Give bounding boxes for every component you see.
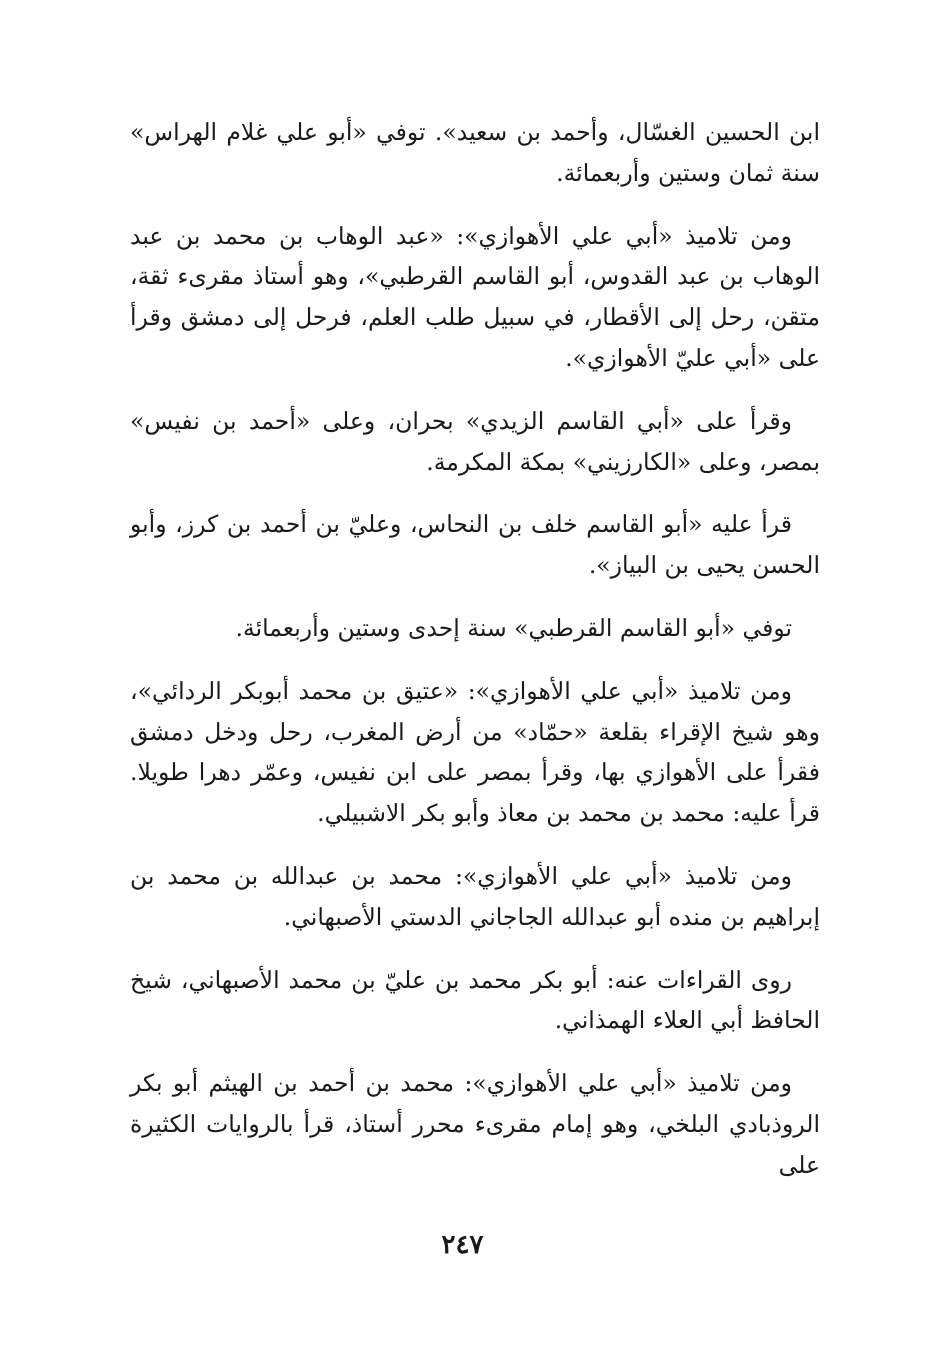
page-number: ٢٤٧ [441,1230,484,1260]
paragraph-3: وقرأ على «أبي القاسم الزيدي» بحران، وعلى «أحمد بن نفيس» بمصر، وعلى «الكارزيني» بمكة المكرمة. [130,406,820,476]
paragraph-5: توفي «أبو القاسم القرطبي» سنة إحدى وستين وأربعمائة. [235,613,792,642]
paragraph-4: قرأ عليه «أبو القاسم خلف بن النحاس، وعليّ بن أحمد بن كرز، وأبو الحسن يحيى بن البياز». [130,510,820,580]
paragraph-2: ومن تلاميذ «أبي علي الأهوازي»: «عبد الوهاب بن محمد بن عبد الوهاب بن عبد القدوس، أبو القاسم القرطبي»، وهو أستاذ مقرىء ثقة، متقن، رحل إلى الأقطار، في سبيل طلب العلم، فرحل إلى دمشق وقرأ على «أبي عليّ الأهوازي». [130,221,820,372]
paragraph-1: ابن الحسين الغسّال، وأحمد بن سعيد». توفي «أبو علي غلام الهراس» سنة ثمان وستين وأربعمائة. [130,118,820,187]
paragraph-6: ومن تلاميذ «أبي علي الأهوازي»: «عتيق بن محمد أبوبكر الردائي»، وهو شيخ الإقراء بقلعة «حمّاد» من أرض المغرب، رحل ودخل دمشق فقرأ على الأهوازي بها، وقرأ بمصر على ابن نفيس، وعمّر دهرا طويلا. قرأ عليه: محمد بن محمد بن معاذ وأبو بكر الاشبيلي. [130,676,821,828]
body-text [130,112,820,1208]
paragraph-8: روى القراءات عنه: أبو بكر محمد بن عليّ بن محمد الأصبهاني، شيخ الحافظ أبي العلاء الهمذاني. [130,965,820,1035]
paragraph-7: ومن تلاميذ «أبي علي الأهوازي»: محمد بن عبدالله بن محمد بن إبراهيم بن منده أبو عبدالله الجاجاني الدستي الأصبهاني. [130,861,820,931]
paragraph-9: ومن تلاميذ «أبي علي الأهوازي»: محمد بن أحمد بن الهيثم أبو بكر الروذبادي البلخي، وهو إمام مقرىء محرر أستاذ، قرأ بالروايات الكثيرة على [130,1069,820,1179]
